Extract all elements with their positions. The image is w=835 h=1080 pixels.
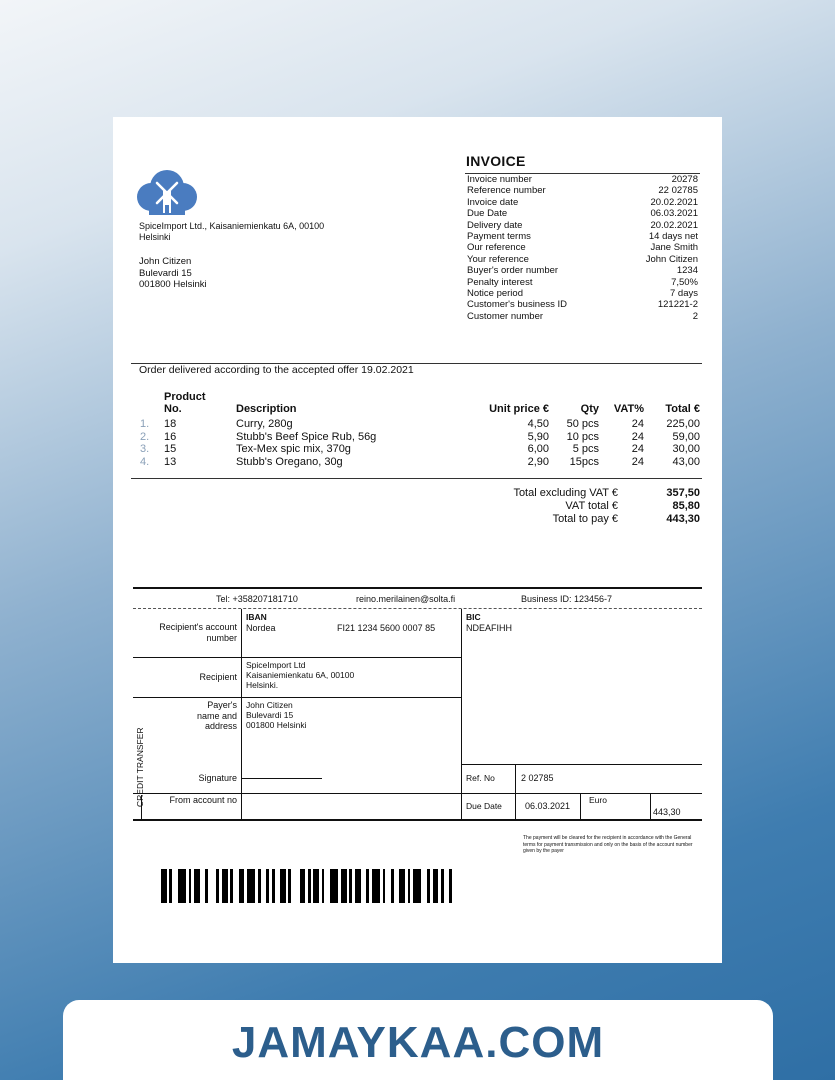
item-vat: 24: [631, 443, 644, 455]
header-total: Total €: [665, 403, 700, 415]
buyer-name: John Citizen: [139, 256, 192, 267]
item-description: Tex-Mex spic mix, 370g: [236, 443, 351, 455]
payment-terms-fine-print: The payment will be cleared for the recipient in accordance with the General terms for payment transmission and only on the basis of the account number given by the payer: [523, 835, 693, 854]
buyer-city: 001800 Helsinki: [139, 279, 207, 290]
item-vat: 24: [631, 418, 644, 430]
item-product: 18: [164, 418, 177, 430]
payer-street: Bulevardi 15: [246, 710, 294, 720]
invoice-title: INVOICE: [466, 153, 526, 169]
iban-label: IBAN: [246, 612, 267, 622]
bank-name: Nordea: [246, 623, 276, 633]
signature-label: Signature: [198, 773, 237, 783]
item-num: 1.: [140, 418, 150, 430]
invoice-info-label: Invoice number: [467, 174, 532, 185]
invoice-info-label: Reference number: [467, 185, 546, 197]
invoice-info-row: [465, 231, 700, 242]
table-row: [140, 418, 700, 431]
contact-tel: Tel: +358207181710: [216, 594, 298, 604]
sender-address: [139, 221, 324, 243]
invoice-info-value: 7,50%: [671, 276, 698, 288]
recipient-name: SpiceImport Ltd: [246, 660, 306, 670]
payer-address: [246, 700, 306, 730]
payer-label: Payer's name and address: [196, 700, 237, 731]
header-unit-price: Unit price €: [489, 403, 549, 415]
bic-value: NDEAFIHH: [466, 623, 513, 633]
item-unit-price: 5,90: [527, 430, 549, 443]
recipient-city: Helsinki.: [246, 680, 279, 690]
invoice-info-label: Due Date: [467, 208, 508, 220]
invoice-info-row: [465, 185, 700, 196]
total-to-pay-label: Total to pay €: [552, 512, 618, 525]
invoice-info-row: [465, 197, 700, 208]
header-description: Description: [236, 403, 297, 415]
invoice-info-label: Our reference: [467, 242, 526, 254]
invoice-info-row: [465, 311, 700, 322]
header-vat: VAT%: [613, 403, 644, 415]
invoice-info-value: 7 days: [670, 288, 698, 300]
item-qty: 10 pcs: [566, 430, 599, 443]
header-product-no: No.: [164, 403, 182, 415]
invoice-info-value: 20278: [671, 174, 698, 185]
item-unit-price: 2,90: [527, 455, 549, 468]
table-row: [140, 456, 700, 469]
item-total: 43,00: [672, 455, 700, 468]
recipient-street: Kaisaniemienkatu 6A, 00100: [246, 670, 355, 680]
item-total: 59,00: [672, 430, 700, 443]
payer-city: 001800 Helsinki: [246, 720, 307, 730]
invoice-info-value: 2: [692, 310, 698, 322]
items-table: [140, 389, 700, 468]
slip-bottom-border: [133, 819, 702, 821]
buyer-address: [139, 256, 207, 291]
item-description: Stubb's Oregano, 30g: [236, 455, 343, 468]
invoice-info-row: [465, 265, 700, 276]
invoice-info-row: [465, 299, 700, 310]
invoice-info-value: 14 days net: [648, 231, 698, 243]
contact-email: reino.merilainen@solta.fi: [356, 594, 456, 604]
due-date-label: Due Date: [466, 801, 502, 811]
ref-no-label: Ref. No: [466, 773, 495, 783]
total-excl-vat-label: Total excluding VAT €: [513, 487, 618, 499]
item-product: 16: [164, 430, 177, 443]
vat-total-label: VAT total €: [565, 499, 618, 512]
vat-total-value: 85,80: [672, 499, 700, 512]
invoice-info-value: 20.02.2021: [650, 219, 698, 231]
header-product: Product: [164, 391, 206, 403]
totals-block: [463, 487, 700, 525]
signature-line: [241, 778, 322, 779]
invoice-info-label: Notice period: [467, 288, 523, 300]
payer-name: John Citizen: [246, 700, 293, 710]
item-total: 225,00: [666, 418, 700, 430]
slip-top-border: [133, 587, 702, 589]
invoice-info-row: [465, 242, 700, 253]
slip-divider: [650, 793, 651, 821]
iban-value: FI21 1234 5600 0007 85: [337, 623, 436, 633]
table-row: [140, 443, 700, 456]
invoice-info-row: [465, 254, 700, 265]
cut-line: [133, 608, 702, 609]
windmill-cloud-logo-icon: [135, 167, 199, 219]
recipient-label: Recipient: [199, 672, 237, 682]
due-date-value: 06.03.2021: [525, 801, 571, 811]
invoice-info-label: Invoice date: [467, 196, 519, 208]
invoice-info-label: Customer's business ID: [467, 299, 568, 311]
item-vat: 24: [631, 455, 644, 468]
item-unit-price: 6,00: [527, 443, 549, 455]
invoice-info-label: Payment terms: [467, 231, 531, 243]
recipient-address: [246, 660, 354, 690]
invoice-document: [113, 117, 722, 963]
slip-divider: [461, 609, 462, 821]
order-note: Order delivered according to the accepted offer 19.02.2021: [139, 364, 414, 376]
item-qty: 50 pcs: [566, 418, 599, 430]
table-row: [140, 431, 700, 444]
ref-no-value: 2 02785: [521, 773, 554, 783]
invoice-info-label: Buyer's order number: [467, 265, 559, 277]
brand-footer: [63, 1000, 773, 1080]
slip-divider: [580, 793, 581, 821]
invoice-info-label: Delivery date: [467, 219, 523, 231]
item-qty: 15pcs: [569, 455, 599, 468]
item-num: 4.: [140, 455, 150, 468]
item-total: 30,00: [672, 443, 700, 455]
item-vat: 24: [631, 430, 644, 443]
item-product: 13: [164, 455, 177, 468]
slip-line: [133, 657, 462, 658]
item-qty: 5 pcs: [572, 443, 599, 455]
invoice-info-row: [465, 277, 700, 288]
invoice-info-row: [465, 220, 700, 231]
bic-label: BIC: [466, 612, 481, 622]
item-product: 15: [164, 443, 177, 455]
barcode: [161, 869, 461, 903]
invoice-info-label: Penalty interest: [467, 276, 533, 288]
invoice-info-row: [465, 288, 700, 299]
invoice-info-label: Customer number: [467, 310, 544, 322]
slip-line: [133, 697, 462, 698]
slip-divider: [241, 609, 242, 821]
total-to-pay-value: 443,30: [666, 512, 700, 525]
contact-business-id: Business ID: 123456-7: [521, 594, 613, 604]
brand-name: JAMAYKAA.COM: [231, 1018, 605, 1067]
item-num: 2.: [140, 430, 150, 443]
item-unit-price: 4,50: [527, 418, 549, 430]
divider: [131, 478, 702, 479]
item-num: 3.: [140, 443, 150, 455]
amount-value: 443,30: [653, 807, 681, 817]
invoice-info-table: [465, 173, 700, 322]
item-description: Curry, 280g: [236, 418, 293, 430]
credit-transfer-label: CREDIT TRANSFER: [135, 727, 145, 807]
sender-line1: SpiceImport Ltd., Kaisaniemienkatu 6A, 00100: [139, 221, 325, 231]
sender-line2: Helsinki: [139, 232, 171, 242]
recipient-account-label: Recipient's account number: [159, 622, 237, 643]
slip-line: [461, 764, 702, 765]
buyer-street: Bulevardi 15: [139, 267, 192, 279]
invoice-info-value: 06.03.2021: [650, 208, 698, 220]
invoice-info-value: 1234: [676, 265, 698, 277]
header-qty: Qty: [580, 403, 599, 415]
from-account-label: From account no: [169, 795, 237, 805]
slip-line: [133, 793, 702, 794]
invoice-info-value: 22 02785: [658, 185, 698, 197]
invoice-info-value: 20.02.2021: [650, 196, 698, 208]
invoice-info-row: [465, 174, 700, 185]
items-header: [140, 389, 700, 415]
item-description: Stubb's Beef Spice Rub, 56g: [236, 430, 377, 443]
total-excl-vat-value: 357,50: [666, 487, 700, 499]
invoice-info-value: Jane Smith: [650, 242, 698, 254]
currency-label: Euro: [589, 795, 607, 805]
invoice-info-row: [465, 208, 700, 219]
invoice-info-label: Your reference: [467, 253, 529, 265]
invoice-info-value: John Citizen: [645, 253, 698, 265]
invoice-info-value: 121221-2: [657, 299, 698, 311]
